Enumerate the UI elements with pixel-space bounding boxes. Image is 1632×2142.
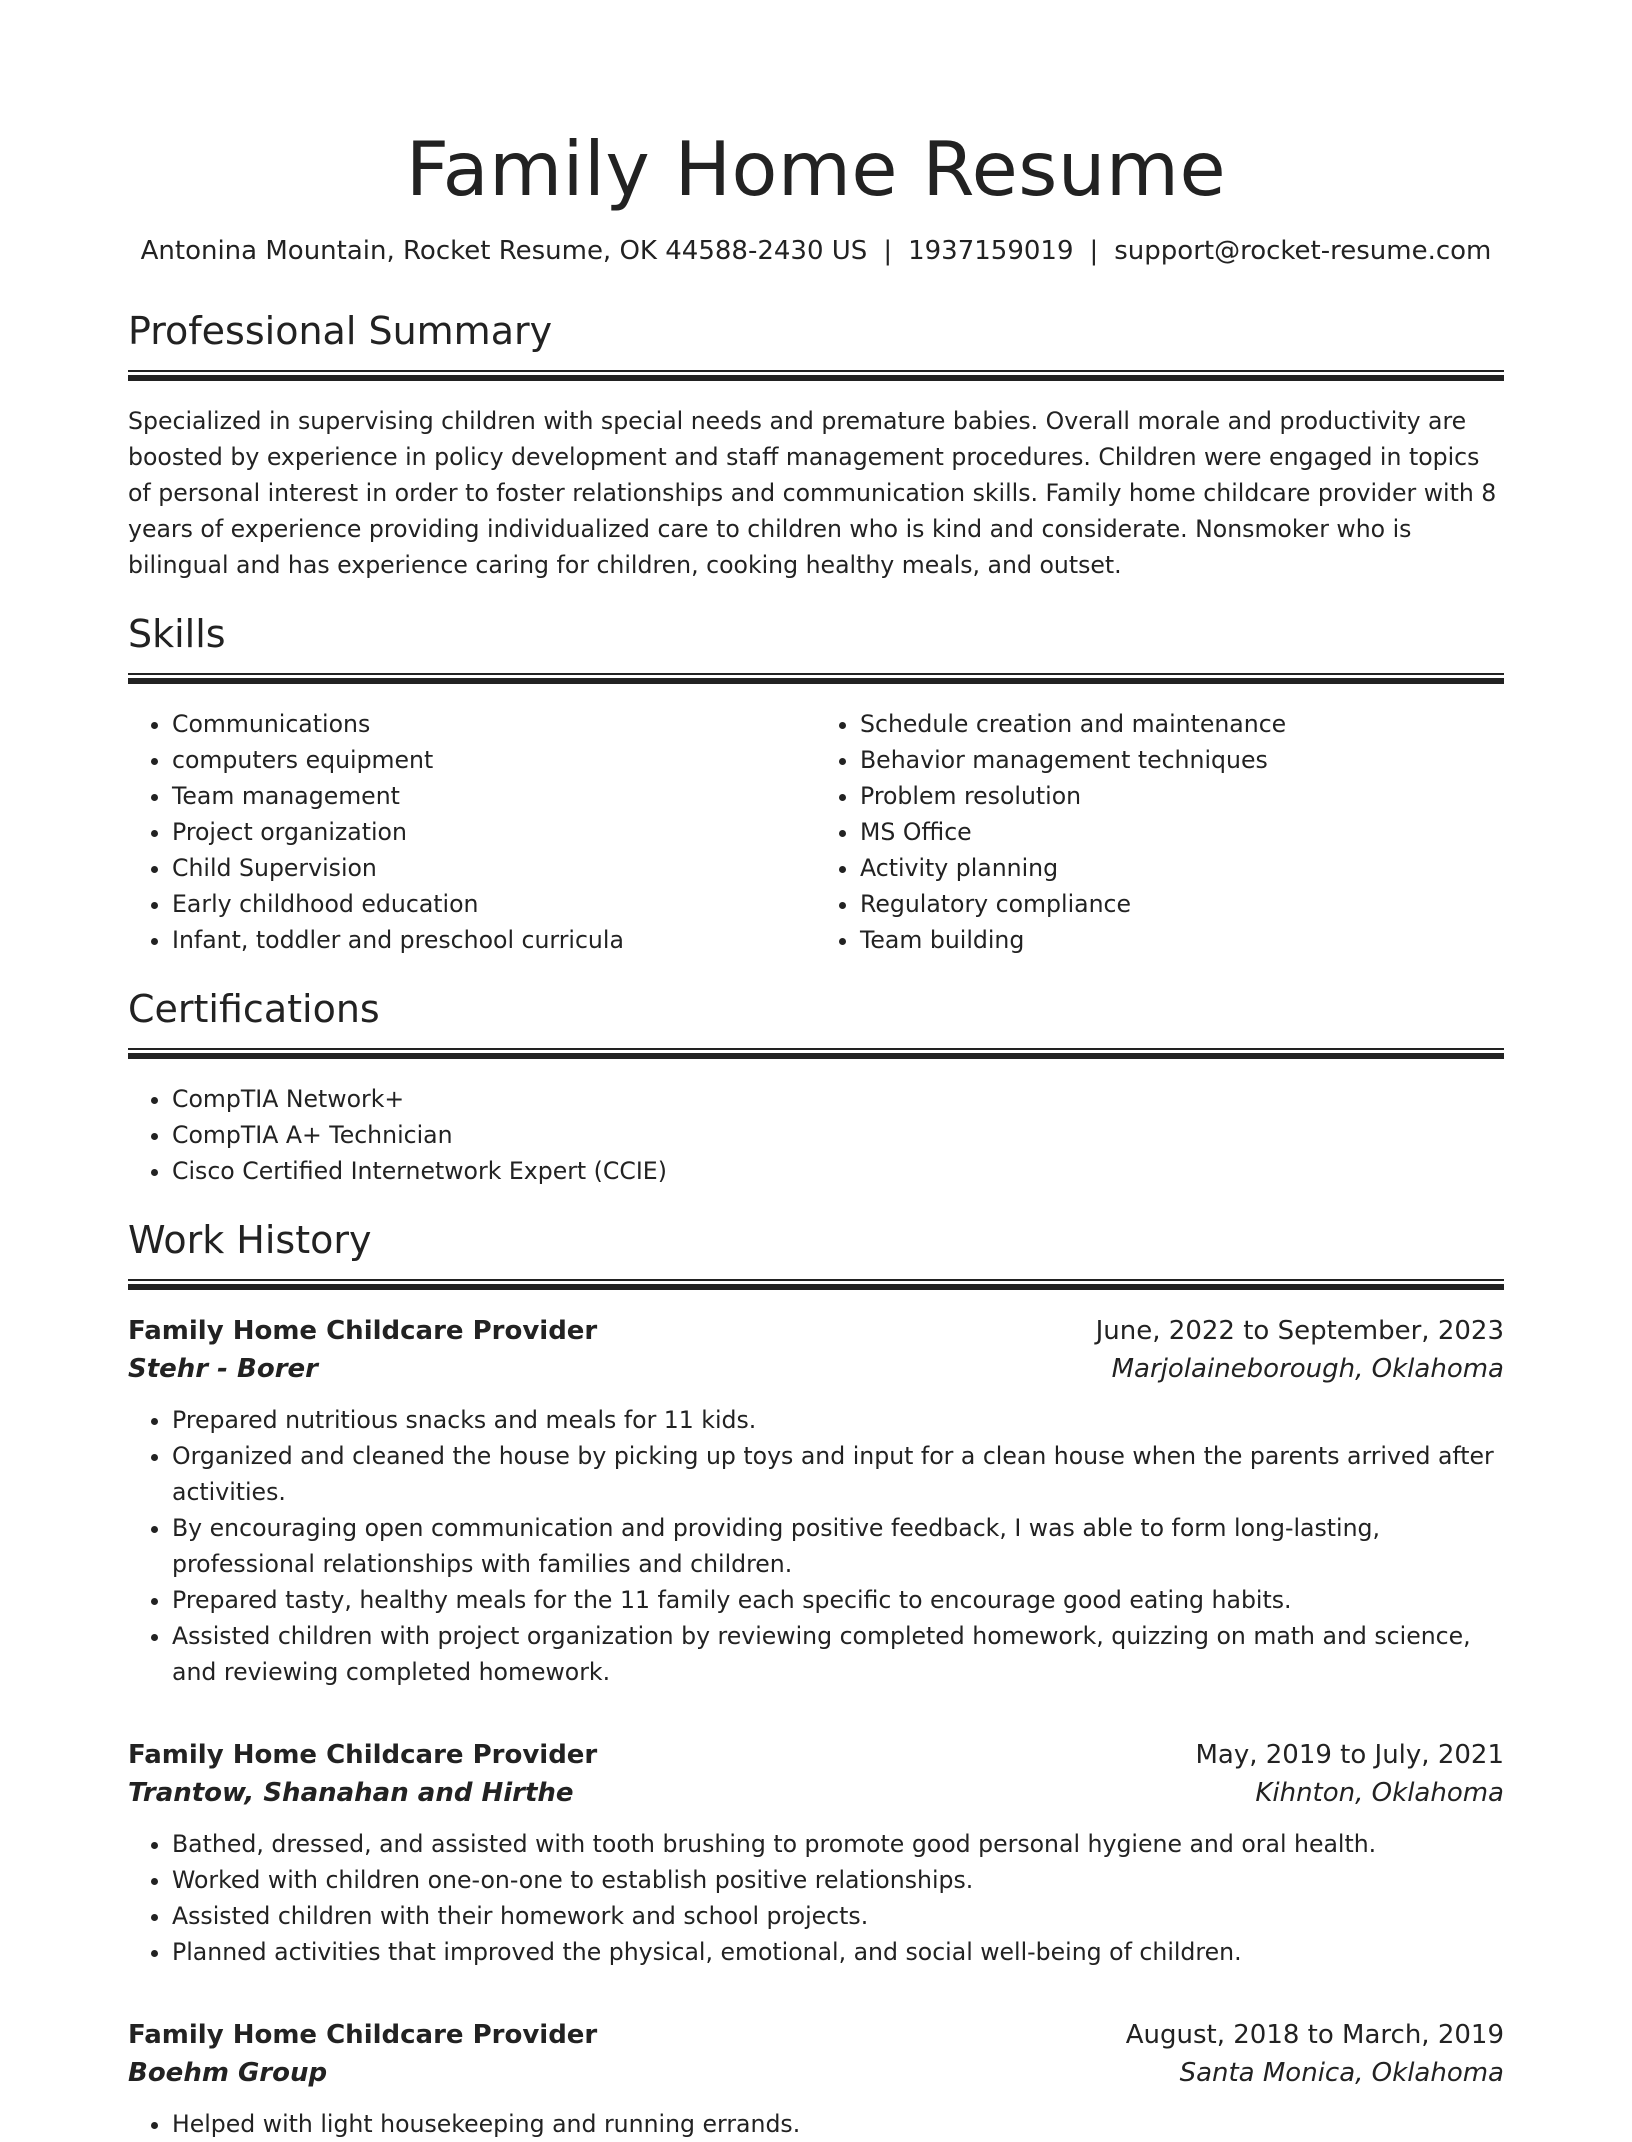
job-bullet: • Worked with children one-on-one to establish positive relationships. — [172, 1862, 1504, 1898]
certification-item: • Cisco Certified Internetwork Expert (CCIE) — [172, 1153, 1504, 1189]
section-title-work-history: Work History — [128, 1218, 372, 1262]
job-bullets — [128, 1826, 1504, 1970]
skill-item: • Project organization — [172, 814, 816, 850]
section-divider — [128, 673, 1504, 684]
skill-item: • Problem resolution — [860, 778, 1504, 814]
resume-title: Family Home Resume — [405, 125, 1227, 213]
job-subheader — [128, 1774, 1504, 1812]
job-bullet: • Assisted children with project organization by reviewing completed homework, quizzing on math and science, and reviewing completed homework. — [172, 1618, 1504, 1690]
job-dates: August, 2018 to March, 2019 — [1125, 2020, 1504, 2050]
job-company: Stehr - Borer — [128, 1354, 318, 1384]
section-title-skills: Skills — [128, 612, 226, 656]
job-entry — [128, 2016, 1504, 2142]
job-entry — [128, 1736, 1504, 1970]
section-divider — [128, 1279, 1504, 1290]
skill-item: • Regulatory compliance — [860, 886, 1504, 922]
job-entry — [128, 1312, 1504, 1690]
job-header — [128, 1736, 1504, 1774]
job-company: Boehm Group — [128, 2058, 328, 2088]
summary-text: Specialized in supervising children with special needs and premature babies. Overall morale and productivity are boosted by experience in policy development and staff management procedures. Children were engaged in topics of personal interest in order to foster relationships and communication skills. Family home childcare provider with 8 years of experience providing individualized care to children who is kind and considerate. Nonsmoker who is bilingual and has experience caring for children, cooking healthy meals, and outset. — [128, 407, 1497, 579]
skill-item: • Child Supervision — [172, 850, 816, 886]
skills-columns — [128, 706, 1504, 958]
resume-page — [128, 0, 1504, 2138]
skill-item: • Infant, toddler and preschool curricula — [172, 922, 816, 958]
section-title-certifications: Certifications — [128, 987, 380, 1031]
job-location: Kihnton, Oklahoma — [1255, 1778, 1504, 1808]
job-bullets — [128, 1402, 1504, 1690]
skill-item: • Team building — [860, 922, 1504, 958]
skill-item: • Team management — [172, 778, 816, 814]
job-header — [128, 2016, 1504, 2054]
job-title: Family Home Childcare Provider — [128, 2020, 598, 2050]
skill-item: • Behavior management techniques — [860, 742, 1504, 778]
contact-phone: 1937159019 — [908, 236, 1074, 266]
job-dates: June, 2022 to September, 2023 — [1095, 1316, 1504, 1346]
skill-item: • Schedule creation and maintenance — [860, 706, 1504, 742]
skill-item: • Early childhood education — [172, 886, 816, 922]
job-bullet: • Organized and cleaned the house by picking up toys and input for a clean house when the parents arrived after activities. — [172, 1438, 1504, 1510]
job-subheader — [128, 2054, 1504, 2092]
job-bullet: • Assisted children with their homework and school projects. — [172, 1898, 1504, 1934]
job-title: Family Home Childcare Provider — [128, 1740, 598, 1770]
job-subheader — [128, 1350, 1504, 1388]
job-dates: May, 2019 to July, 2021 — [1195, 1740, 1504, 1770]
contact-line — [128, 234, 1504, 268]
skill-item: • Communications — [172, 706, 816, 742]
job-title: Family Home Childcare Provider — [128, 1316, 598, 1346]
job-location: Santa Monica, Oklahoma — [1179, 2058, 1504, 2088]
contact-separator: | — [1089, 236, 1099, 266]
skill-item: • computers equipment — [172, 742, 816, 778]
certifications-section — [128, 986, 1504, 1189]
certification-item: • CompTIA Network+ — [172, 1081, 1504, 1117]
work-history-section — [128, 1217, 1504, 2142]
job-company: Trantow, Shanahan and Hirthe — [128, 1778, 574, 1808]
contact-address: Antonina Mountain, Rocket Resume, OK 44588-2430 US — [140, 236, 868, 266]
contact-email: support@rocket-resume.com — [1114, 236, 1492, 266]
skills-list-left — [128, 706, 816, 958]
job-header — [128, 1312, 1504, 1350]
job-location: Marjolaineborough, Oklahoma — [1111, 1354, 1504, 1384]
section-divider — [128, 1048, 1504, 1059]
job-bullet: • Bathed, dressed, and assisted with tooth brushing to promote good personal hygiene and oral health. — [172, 1826, 1504, 1862]
section-title-summary: Professional Summary — [128, 309, 553, 353]
job-bullet: • Prepared nutritious snacks and meals for 11 kids. — [172, 1402, 1504, 1438]
skills-list-right — [816, 706, 1504, 958]
summary-section — [128, 308, 1504, 583]
job-bullet: • By encouraging open communication and providing positive feedback, I was able to form long-lasting, professional relationships with families and children. — [172, 1510, 1504, 1582]
skills-section — [128, 611, 1504, 958]
job-bullet: • Planned activities that improved the physical, emotional, and social well-being of children. — [172, 1934, 1504, 1970]
job-bullets — [128, 2106, 1504, 2142]
contact-separator: | — [883, 236, 893, 266]
certification-item: • CompTIA A+ Technician — [172, 1117, 1504, 1153]
skill-item: • Activity planning — [860, 850, 1504, 886]
job-bullet: • Prepared tasty, healthy meals for the 11 family each specific to encourage good eating habits. — [172, 1582, 1504, 1618]
skill-item: • MS Office — [860, 814, 1504, 850]
section-divider — [128, 370, 1504, 381]
job-bullet: • Helped with light housekeeping and running errands. — [172, 2106, 1504, 2142]
certifications-list — [128, 1081, 1504, 1189]
